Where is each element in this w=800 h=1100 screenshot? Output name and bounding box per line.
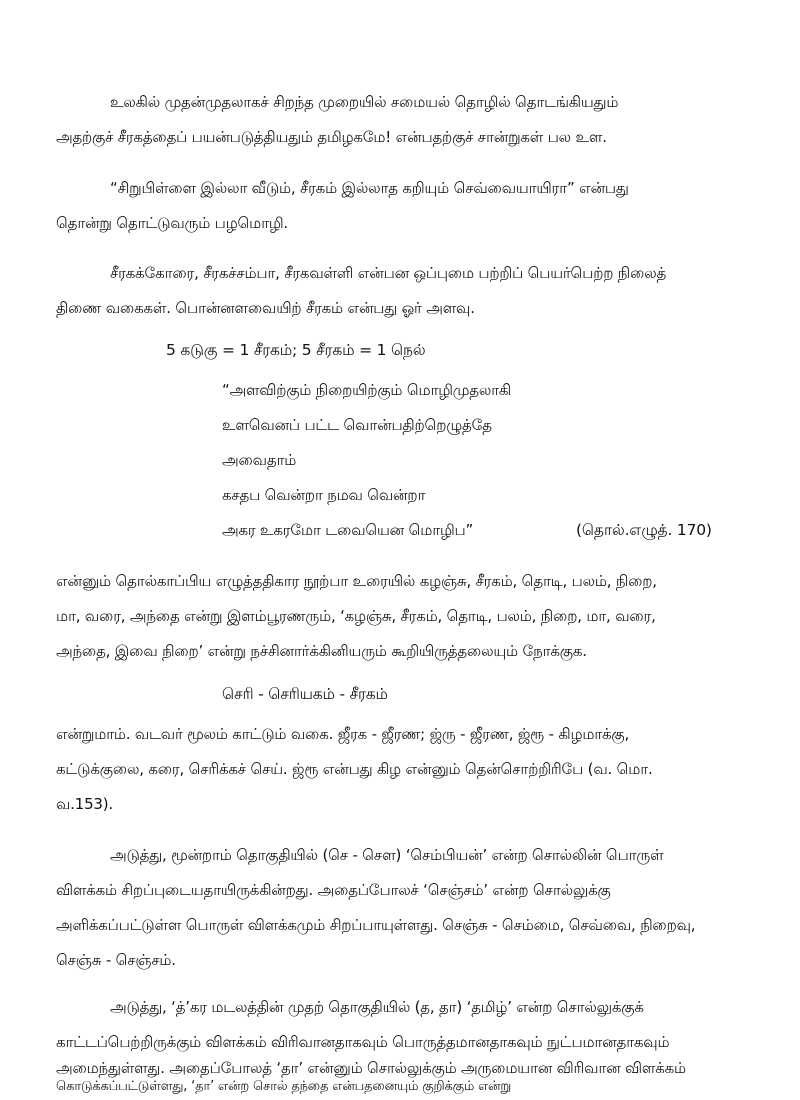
para4-line3: அந்தை, இவை நிறை’ என்று நச்சினார்க்கினியரும் கூறியிருத்தலையும் நோக்குக. <box>56 642 587 660</box>
para6-line4: செஞ்சு - செஞ்சம். <box>56 951 176 969</box>
para6-line1: அடுத்து, மூன்றாம் தொகுதியில் (செ - சௌ) ‘செம்பியன்’ என்ற சொல்லின் பொருள் <box>110 846 664 864</box>
verse-line4: கசதப வென்றா நமவ வென்றா <box>222 486 426 504</box>
etymology-heading: செரி - செரியகம் - சீரகம் <box>222 685 388 703</box>
para7-line4: கொடுக்கப்பட்டுள்ளது, ‘தா’ என்ற சொல் தந்தை என்பதனையும் குறிக்கும் என்று <box>56 1079 512 1094</box>
para4-line1: என்னும் தொல்காப்பிய எழுத்ததிகார நூற்பா உரையில் கழஞ்சு, சீரகம், தொடி, பலம், நிறை, <box>56 572 657 590</box>
para5-line1: என்றுமாம். வடவர் மூலம் காட்டும் வகை. ஜீரக - ஜீரண; ஜ்ரு - ஜீரண, ஜ்ரூ - கிழமாக்கு, <box>56 725 630 743</box>
para3-line1: சீரகக்கோரை, சீரகச்சம்பா, சீரகவள்ளி என்பன ஒப்புமை பற்றிப் பெயர்பெற்ற நிலைத் <box>110 264 667 282</box>
verse-line5: அகர உகரமோ டவையென மொழிப” <box>222 521 474 539</box>
para7-line5: நிறுவியிருப்பது ஆராய்ச்சியாளரின் சான்றாண்மையைக் காட்டுகிறது. <box>56 1094 204 1100</box>
para5-line2: கட்டுக்குலை, கரை, செரிக்கச் செய். ஜ்ரூ என்பது கிழ என்னும் தென்சொற்றிரிபே (வ. மொ. <box>56 760 653 778</box>
measure-formula: 5 கடுகு = 1 சீரகம்; 5 சீரகம் = 1 நெல் <box>166 341 426 359</box>
para2-line1: “சிறுபிள்ளை இல்லா வீடும், சீரகம் இல்லாத கறியும் செவ்வையாயிரா” என்பது <box>110 179 629 197</box>
para2-line2: தொன்று தொட்டுவரும் பழமொழி. <box>56 214 288 232</box>
para3-line2: திணை வகைகள். பொன்னளவையிற் சீரகம் என்பது ஓர் அளவு. <box>56 299 475 317</box>
verse-line2: உளவெனப் பட்ட வொன்பதிற்றெழுத்தே <box>222 416 492 434</box>
verse-line3: அவைதாம் <box>222 451 297 469</box>
verse-citation: (தொல்.எழுத். 170) <box>576 521 712 539</box>
verse-line1: “அளவிற்கும் நிறையிற்கும் மொழிமுதலாகி <box>222 381 511 399</box>
para6-line3: அளிக்கப்பட்டுள்ள பொருள் விளக்கமும் சிறப்பாயுள்ளது. செஞ்சு - செம்மை, செவ்வை, நிறைவு, <box>56 916 696 934</box>
para5-line3: வ.153). <box>56 795 113 813</box>
para7-line3: அமைந்துள்ளது. அதைப்போலத் ‘தா’ என்னும் சொல்லுக்கும் அருமையான விரிவான விளக்கம் <box>56 1059 686 1077</box>
para7-line1: அடுத்து, ‘த்’கர மடலத்தின் முதற் தொகுதியில் (த, தா) ‘தமிழ்’ என்ற சொல்லுக்குக் <box>110 998 644 1016</box>
para6-line2: விளக்கம் சிறப்புடையதாயிருக்கின்றது. அதைப்போலச் ‘செஞ்சம்’ என்ற சொல்லுக்கு <box>56 881 611 899</box>
para7-line2: காட்டப்பெற்றிருக்கும் விளக்கம் விரிவானதாகவும் பொருத்தமானதாகவும் நுட்பமானதாகவும் <box>56 1033 670 1051</box>
para1-line2: அதற்குச் சீரகத்தைப் பயன்படுத்தியதும் தமிழகமே! என்பதற்குச் சான்றுகள் பல உள. <box>56 128 607 146</box>
para1-line1: உலகில் முதன்முதலாகச் சிறந்த முறையில் சமையல் தொழில் தொடங்கியதும் <box>110 93 619 111</box>
para4-line2: மா, வரை, அந்தை என்று இளம்பூரணரும், ‘கழஞ்சு, சீரகம், தொடி, பலம், நிறை, மா, வரை, <box>56 607 656 625</box>
